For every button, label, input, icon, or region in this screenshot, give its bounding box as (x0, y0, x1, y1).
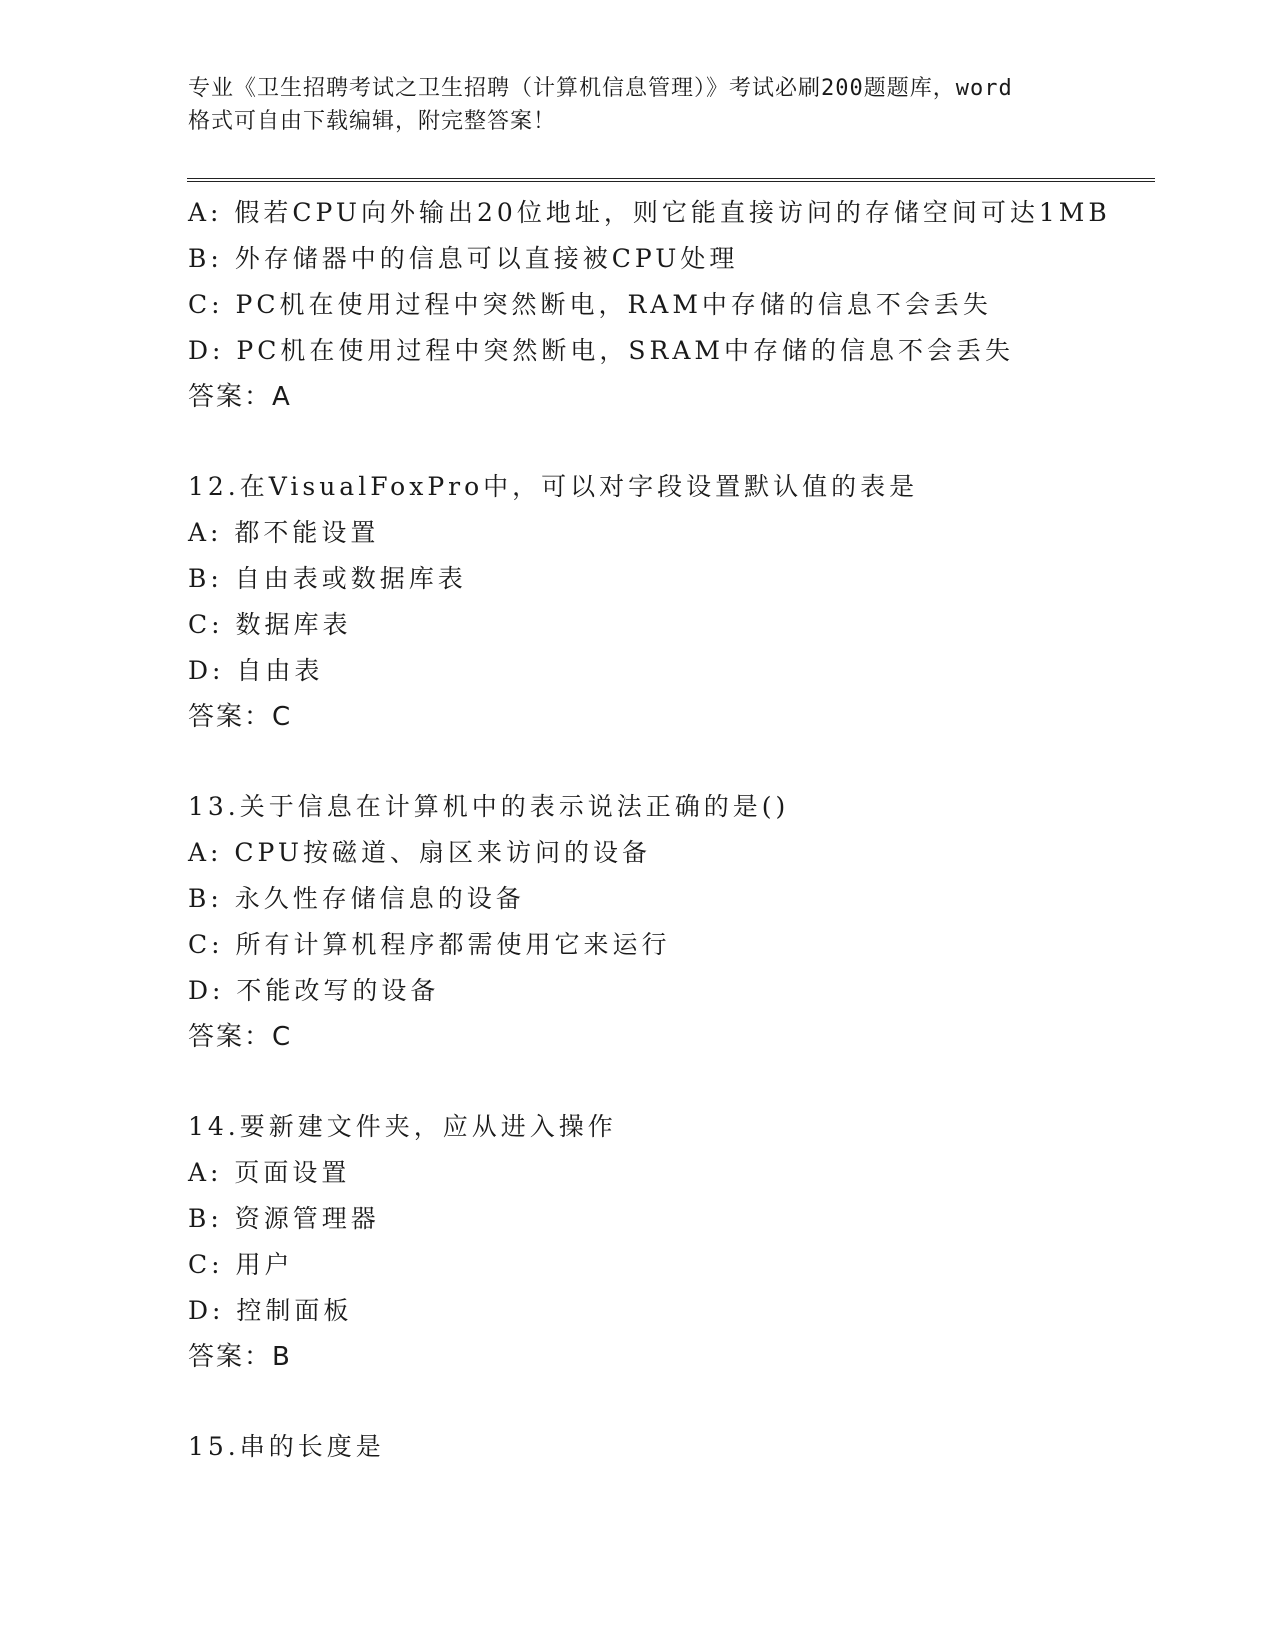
option-d: D: 控制面板 (188, 1296, 353, 1325)
option-b: B: 外存储器中的信息可以直接被CPU处理 (188, 244, 739, 273)
header-line-1: 专业《卫生招聘考试之卫生招聘（计算机信息管理）》考试必刷200题题库，word (188, 76, 1013, 101)
answer: 答案：A (188, 382, 292, 412)
option-a: A: 页面设置 (188, 1158, 351, 1187)
question-12 (188, 464, 1168, 740)
option-c: C: 用户 (188, 1250, 294, 1279)
question-title: 15.串的长度是 (188, 1432, 385, 1461)
option-b: B: 自由表或数据库表 (188, 564, 467, 593)
question-title: 14.要新建文件夹，应从进入操作 (188, 1112, 617, 1141)
question-title: 12.在VisualFoxPro中，可以对字段设置默认值的表是 (188, 472, 919, 501)
answer: 答案：C (188, 702, 293, 732)
document-header (188, 72, 1088, 138)
option-d: D: 不能改写的设备 (188, 976, 440, 1005)
question-15 (188, 1424, 1168, 1470)
question-13 (188, 784, 1168, 1060)
option-c: C: 数据库表 (188, 610, 352, 639)
option-b: B: 资源管理器 (188, 1204, 380, 1233)
question-list (188, 190, 1168, 1470)
question-11 (188, 190, 1168, 420)
option-c: C: 所有计算机程序都需使用它来运行 (188, 930, 671, 959)
option-a: A: 都不能设置 (188, 518, 380, 547)
option-d: D: 自由表 (188, 656, 324, 685)
answer: 答案：C (188, 1022, 293, 1052)
option-a: A: CPU按磁道、扇区来访问的设备 (188, 838, 652, 867)
answer: 答案：B (188, 1342, 292, 1372)
option-a: A: 假若CPU向外输出20位地址，则它能直接访问的存储空间可达1MB (188, 198, 1111, 227)
option-b: B: 永久性存储信息的设备 (188, 884, 525, 913)
option-c: C: PC机在使用过程中突然断电，RAM中存储的信息不会丢失 (188, 290, 992, 319)
option-d: D: PC机在使用过程中突然断电，SRAM中存储的信息不会丢失 (188, 336, 1014, 365)
header-divider (187, 178, 1155, 182)
question-14 (188, 1104, 1168, 1380)
question-title: 13.关于信息在计算机中的表示说法正确的是() (188, 792, 790, 821)
header-line-2: 格式可自由下载编辑，附完整答案！ (188, 109, 557, 134)
